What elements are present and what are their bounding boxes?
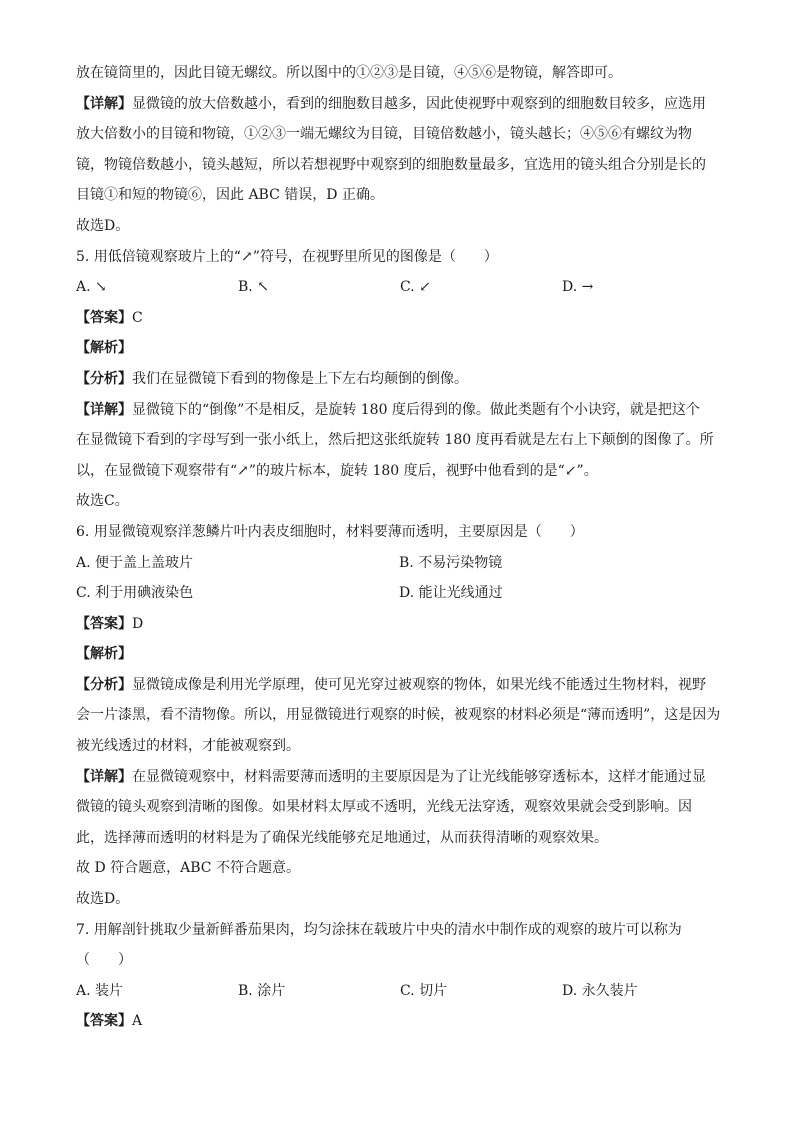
line-text: 5. 用低倍镜观察玻片上的“↗”符号，在视野里所见的图像是（ ） [76,248,498,265]
section-label: 【解析】 [76,646,132,663]
section-label: 【答案】 [76,1013,132,1030]
text-line [76,700,726,731]
text-line [76,915,726,946]
answer-option: A. 装片 [76,982,124,999]
answer-option: B. ↖ [238,279,269,296]
text-line [76,823,726,854]
text-line [76,853,726,884]
text-line [76,731,726,762]
line-text: 微镜的镜头观察到清晰的图像。如果材料太厚或不透明，光线无法穿透，观察效果就会受到影响。因 [76,799,692,816]
line-text: 此，选择薄而透明的材料是为了确保光线能够充足地通过，从而获得清晰的观察效果。 [76,829,608,846]
answer-option: B. 涂片 [238,982,286,999]
line-text: 目镜①和短的物镜⑥，因此 ABC 错误，D 正确。 [76,187,384,204]
text-line [76,242,726,273]
text-line [76,670,726,701]
line-text: 在显微镜观察中，材料需要薄而透明的主要原因是为了让光线能够穿透标本，这样才能通过显 [132,768,706,785]
line-text: 放大倍数小的目镜和物镜，①②③一端无螺纹为目镜，目镜倍数越小，镜头越长；④⑤⑥有螺纹为物 [76,126,692,143]
section-label: 【详解】 [76,95,132,112]
answer-option: C. ↙ [400,279,431,296]
text-line [76,456,726,487]
answer-option: D. 能让光线通过 [399,585,503,602]
line-text: 我们在显微镜下看到的物像是上下左右均颠倒的倒像。 [132,370,468,387]
line-text: （ ） [76,952,132,969]
line-text: 会一片漆黑，看不清物像。所以，用显微镜进行观察的时候，被观察的材料必须是“薄而透明”，这是因为 [76,707,721,724]
text-line [76,486,726,517]
text-line [76,89,726,120]
answer-option: A. ↘ [76,279,107,296]
line-text: 故选D。 [76,891,130,908]
options-row [76,976,726,1007]
section-label: 【分析】 [76,676,132,693]
text-line [76,364,726,395]
answer-option: D. → [562,279,594,296]
section-label: 【答案】 [76,615,132,632]
line-text: 在显微镜下看到的字母写到一张小纸上，然后把这张纸旋转 180 度再看就是左右上下颠倒的图像了。所 [76,432,714,449]
text-line [76,762,726,793]
options-row [76,548,726,579]
section-label: 【解析】 [76,340,132,357]
answer-option: D. 永久装片 [562,982,638,999]
line-text: 被光线透过的材料，才能被观察到。 [76,738,300,755]
text-line [76,517,726,548]
line-text: 显微镜成像是利用光学原理，使可见光穿过被观察的物体，如果光线不能透过生物材料，视野 [132,676,706,693]
text-line [76,884,726,915]
document-page [76,58,726,1037]
options-row [76,272,726,303]
line-text: 故选D。 [76,217,130,234]
line-text: 7. 用解剖针挑取少量新鲜番茄果肉，均匀涂抹在载玻片中央的清水中制作成的观察的玻片可以称为 [76,921,682,938]
text-line [76,425,726,456]
text-line [76,333,726,364]
text-line [76,1006,726,1037]
text-line [76,211,726,242]
answer-option: B. 不易污染物镜 [399,554,503,571]
line-text: 显微镜下的“倒像”不是相反，是旋转 180 度后得到的像。做此类题有个小诀窍，就是把这个 [132,401,700,418]
text-line [76,119,726,150]
line-text: A [132,1013,143,1030]
line-text: 6. 用显微镜观察洋葱鳞片叶内表皮细胞时，材料要薄而透明，主要原因是（ ） [76,523,584,540]
text-line [76,639,726,670]
answer-option: C. 切片 [400,982,448,999]
text-line [76,58,726,89]
line-text: 镜，物镜倍数越小，镜头越短，所以若想视野中观察到的细胞数量最多，宜选用的镜头组合分别是长的 [76,156,706,173]
section-label: 【详解】 [76,768,132,785]
line-text: 以，在显微镜下观察带有“↗”的玻片标本，旋转 180 度后，视野中他看到的是“↙”。 [76,462,598,479]
line-text: 显微镜的放大倍数越小，看到的细胞数目越多，因此使视野中观察到的细胞数目较多，应选用 [132,95,706,112]
text-line [76,792,726,823]
options-row [76,578,726,609]
text-line [76,150,726,181]
text-line [76,395,726,426]
answer-option: A. 便于盖上盖玻片 [76,554,194,571]
line-text: D [132,615,144,632]
line-text: 故 D 符合题意，ABC 不符合题意。 [76,860,300,877]
section-label: 【分析】 [76,370,132,387]
text-line [76,609,726,640]
line-text: C [132,309,143,326]
section-label: 【答案】 [76,309,132,326]
text-line [76,180,726,211]
section-label: 【详解】 [76,401,132,418]
line-text: 放在镜筒里的，因此目镜无螺纹。所以图中的①②③是目镜，④⑤⑥是物镜，解答即可。 [76,65,622,81]
line-text: 故选C。 [76,493,129,510]
answer-option: C. 利于用碘液染色 [76,585,194,602]
text-line [76,945,726,976]
text-line [76,303,726,334]
